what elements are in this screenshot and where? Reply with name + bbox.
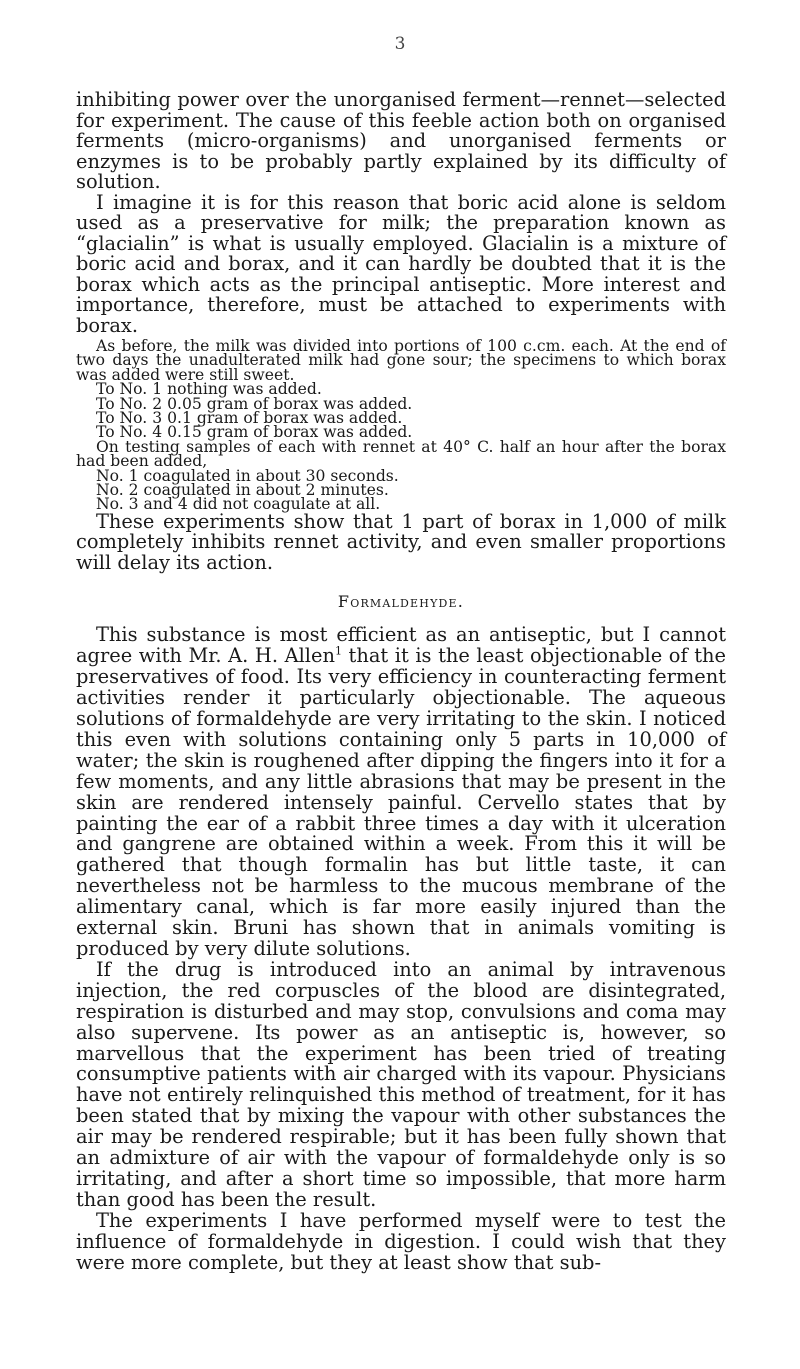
paragraph-text: This substance is most efficient as an antiseptic, but I cannot agree with Mr. A. H. Allen xyxy=(76,623,726,668)
experiment-testing: On testing samples of each with rennet at 40° C. half an hour after the borax had been added, xyxy=(76,437,726,471)
experiment-line: To No. 2 0.05 gram of borax was added. xyxy=(96,394,413,413)
experiment-intro: As before, the milk was divided into portions of 100 c.cm. each. At the end of two days the unadulterated milk had gone sour; the specimens to which borax was added were still sweet. xyxy=(76,337,726,384)
section-heading: Formaldehyde. xyxy=(337,592,465,612)
formaldehyde-section xyxy=(76,625,726,1273)
paragraph-formaldehyde-2: If the drug is introduced into an animal by intravenous injection, the red corpuscles of the blood are disintegrated, respiration is disturbed and may stop, convulsions and coma may also supervene. Its power as an antiseptic is, however, so marvellous that the experiment has been tried of treating consumptive patients with air charged with its vapour. Physicians have not entirely relinquished this method of treatment, for it has been stated that by mixing the vapour with other substances the air may be rendered respirable; but it has been fully shown that an admixture of air with the vapour of formaldehyde only is so irritating, and after a short time so impossible, that more harm than good has been the result. xyxy=(76,957,726,1211)
paragraph-formaldehyde-3: The experiments I have performed myself were to test the influence of formaldehyde in digestion. I could wish that they were more complete, but they at least show that sub- xyxy=(76,1208,726,1274)
paragraph-conclusion: These experiments show that 1 part of borax in 1,000 of milk completely inhibits rennet activity, and even smaller proportions will delay its action. xyxy=(76,509,726,574)
experiment-line: To No. 4 0.15 gram of borax was added. xyxy=(96,423,413,442)
experiment-result: No. 3 and 4 did not coagulate at all. xyxy=(96,495,381,514)
experiment-result: No. 2 coagulated in about 2 minutes. xyxy=(96,481,389,500)
experiment-line: To No. 1 nothing was added. xyxy=(96,380,322,399)
page-body xyxy=(76,0,726,1273)
page-number: 3 xyxy=(394,34,406,54)
paragraph-text: that it is the least objectionable of the preservatives of food. Its very efficiency in counteracting ferment activities render it particularly objectionable. The aqueous solutions of formaldehyde are very irritating to the skin. I noticed this even with solutions containing only 5 parts in 10,000 of water; the skin is roughened after dipping the fingers into it for a few moments, and any little abrasions that may be present in the skin are rendered intensely painful. Cervello states that by painting the ear of a rabbit three times a day with it ulceration and gangrene are obtained within a week. From this it will be gathered that though formalin has but little taste, it can nevertheless not be harmless to the mucous membrane of the alimentary canal, which is far more easily injured than the external skin. Bruni has shown that in animals vomiting is produced by very dilute solutions. xyxy=(76,644,726,960)
experiment-result: No. 1 coagulated in about 30 seconds. xyxy=(96,466,399,485)
paragraph-intro-2: I imagine it is for this reason that boric acid alone is seldom used as a preservative for milk; the preparation known as “glacialin” is what is usually employed. Glacialin is a mixture of boric acid and borax, and it can hardly be doubted that it is the borax which acts as the principal antiseptic. More interest and importance, therefore, must be attached to experiments with borax. xyxy=(76,190,726,337)
experiment-line: To No. 3 0.1 gram of borax was added. xyxy=(96,409,403,428)
experiment-block xyxy=(76,339,726,512)
footnote-marker: 1 xyxy=(334,644,342,658)
paragraph-intro-1: inhibiting power over the unorganised ferment—rennet—selected for experiment. The cause of this feeble action both on organised ferments (micro-organisms) and unorganised ferments or enzymes is to be probably partly explained by its difficulty of solution. xyxy=(76,88,726,193)
paragraph-formaldehyde-1 xyxy=(76,625,726,960)
